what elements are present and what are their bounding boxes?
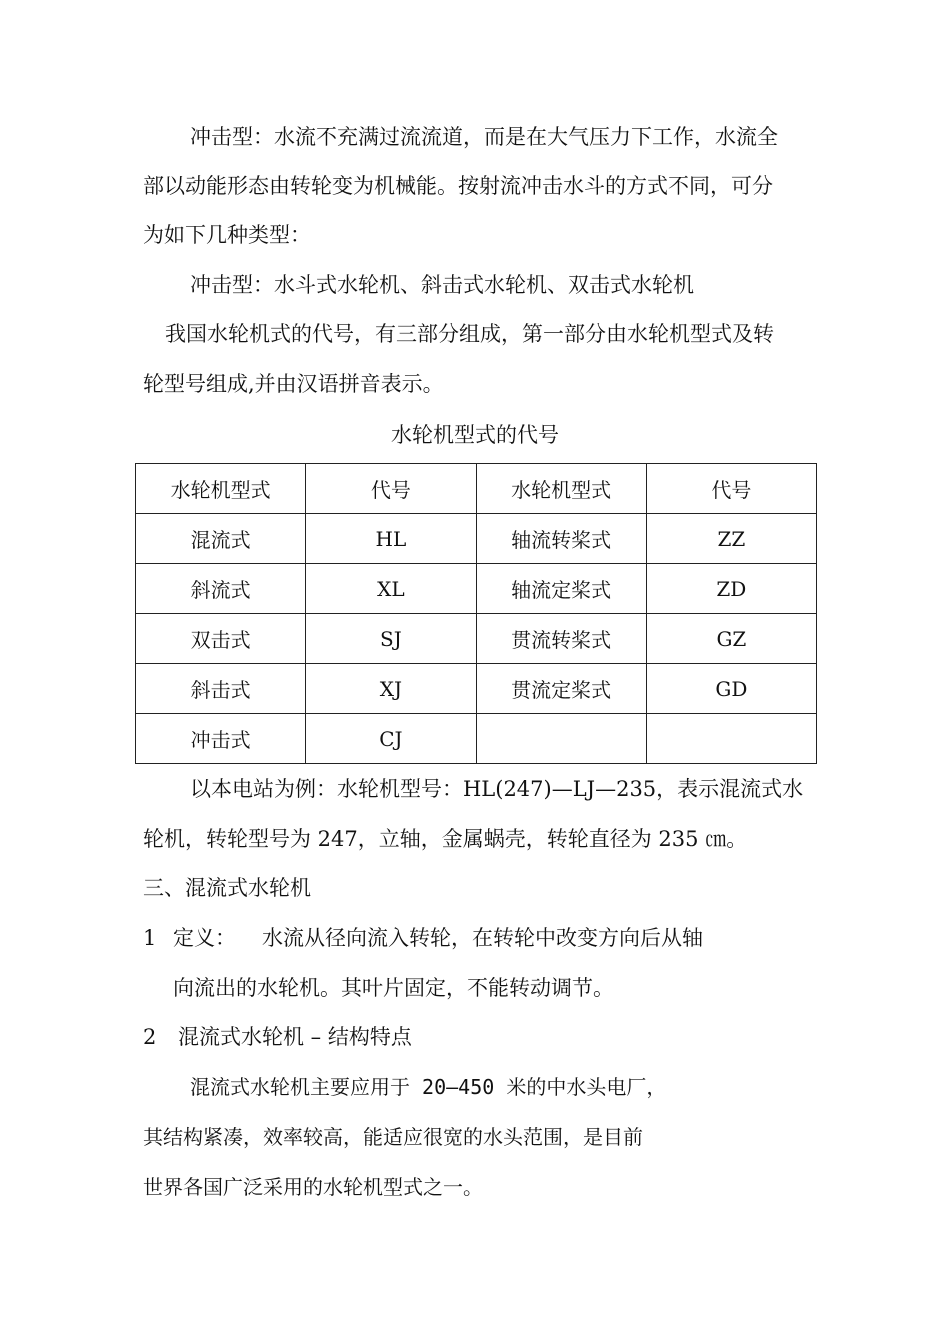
paragraph-line: 冲击型：水斗式水轮机、斜击式水轮机、双击式水轮机 (190, 273, 694, 297)
header-cell: 水轮机型式 (136, 464, 306, 514)
table-cell: XJ (306, 664, 476, 714)
paragraph-line: 向流出的水轮机。其叶片固定，不能转动调节。 (173, 976, 614, 1000)
header-cell: 代号 (646, 464, 816, 514)
table-cell: 轴流定桨式 (476, 564, 646, 614)
table-cell: 斜击式 (136, 664, 306, 714)
table-cell: 混流式 (136, 514, 306, 564)
paragraph-line: 其结构紧凑，效率较高，能适应很宽的水头范围，是目前 (143, 1125, 643, 1149)
section-heading: 三、混流式水轮机 (143, 876, 311, 900)
table-cell: XL (306, 564, 476, 614)
paragraph-line: 部以动能形态由转轮变为机械能。按射流冲击水斗的方式不同，可分 (143, 174, 773, 198)
table-cell: 轴流转桨式 (476, 514, 646, 564)
paragraph-line: 轮机，转轮型号为 247，立轴，金属蜗壳，转轮直径为 235 ㎝。 (143, 827, 748, 851)
table-cell: 贯流定桨式 (476, 664, 646, 714)
table-cell (476, 714, 646, 764)
table-row (136, 614, 817, 664)
table-row (136, 714, 817, 764)
table-cell: HL (306, 514, 476, 564)
table-cell: 冲击式 (136, 714, 306, 764)
paragraph-line: 我国水轮机式的代号，有三部分组成，第一部分由水轮机型式及转 (165, 322, 774, 346)
list-number: 2 (143, 1025, 157, 1049)
table-cell (646, 714, 816, 764)
table-cell: 双击式 (136, 614, 306, 664)
subheading: 混流式水轮机 – 结构特点 (178, 1025, 412, 1049)
header-cell: 代号 (306, 464, 476, 514)
definition-label: 定义： (173, 926, 236, 950)
table-cell: ZD (646, 564, 816, 614)
table-header-row (136, 464, 817, 514)
table-cell: 贯流转桨式 (476, 614, 646, 664)
list-number: 1 (143, 926, 157, 950)
paragraph-line: 为如下几种类型： (143, 223, 311, 247)
paragraph-line: 冲击型：水流不充满过流流道，而是在大气压力下工作，水流全 (190, 125, 778, 149)
table-cell: SJ (306, 614, 476, 664)
paragraph-line: 混流式水轮机主要应用于 20—450 米的中水头电厂， (190, 1075, 667, 1099)
table-row (136, 514, 817, 564)
table-cell: 斜流式 (136, 564, 306, 614)
turbine-code-table (135, 463, 817, 764)
table-caption: 水轮机型式的代号 (391, 423, 559, 447)
paragraph-line: 以本电站为例：水轮机型号：HL(247)—LJ—235，表示混流式水 (190, 777, 804, 801)
paragraph-line: 世界各国广泛采用的水轮机型式之一。 (143, 1175, 483, 1199)
paragraph-line: 轮型号组成,并由汉语拼音表示。 (143, 372, 444, 396)
table-row (136, 664, 817, 714)
table-cell: ZZ (646, 514, 816, 564)
paragraph-line: 水流从径向流入转轮，在转轮中改变方向后从轴 (262, 926, 703, 950)
table-cell: GD (646, 664, 816, 714)
header-cell: 水轮机型式 (476, 464, 646, 514)
table-row (136, 564, 817, 614)
table-cell: CJ (306, 714, 476, 764)
table-cell: GZ (646, 614, 816, 664)
